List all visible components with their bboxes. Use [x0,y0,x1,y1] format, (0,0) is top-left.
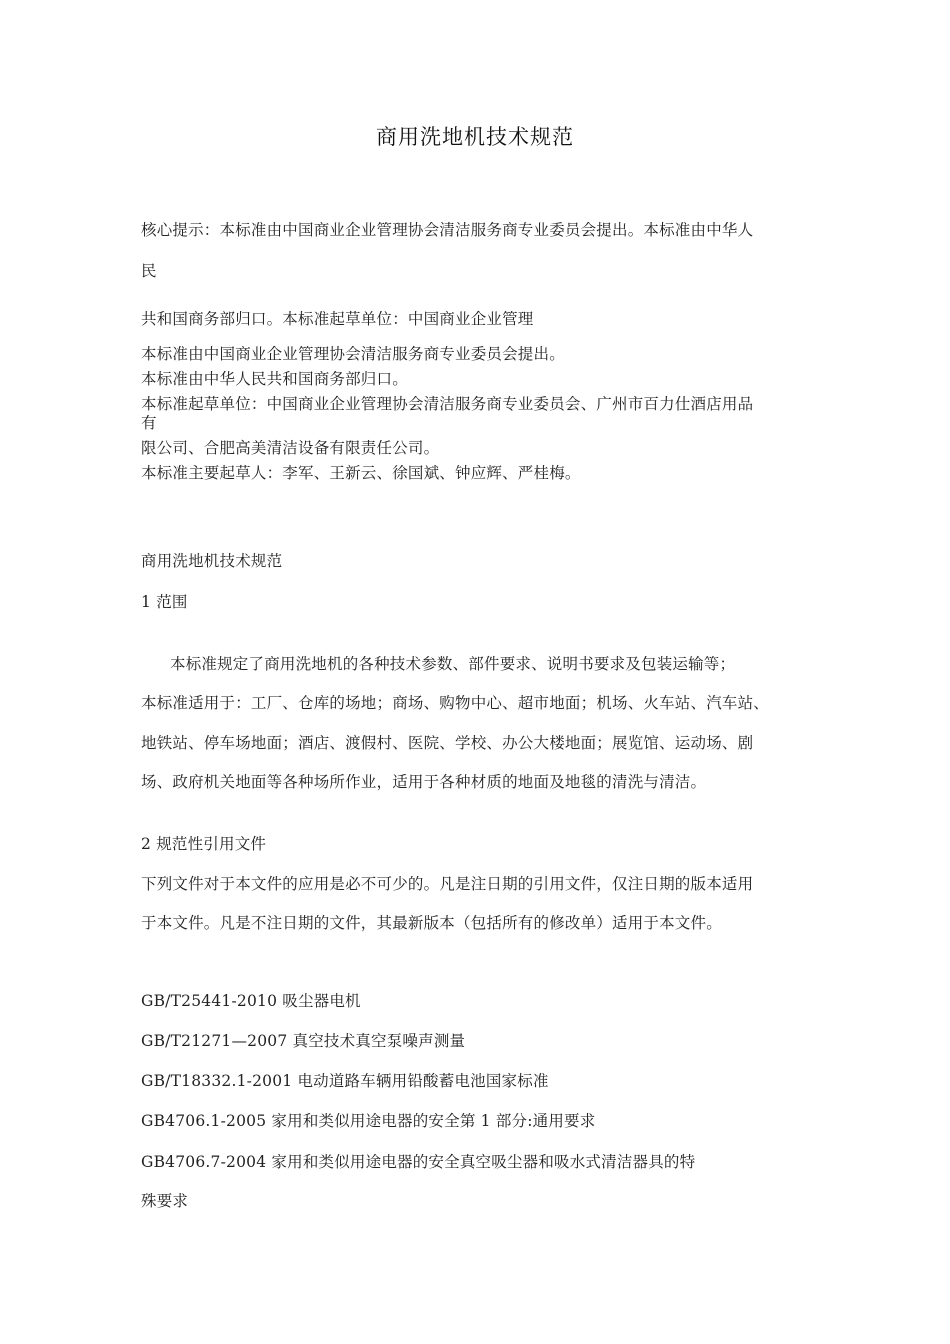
summary-line: 共和国商务部归口。本标准起草单位：中国商业企业管理 [141,310,534,328]
reference-item: GB4706.7-2004 家用和类似用途电器的安全真空吸尘器和吸水式清洁器具的特 [141,1153,696,1171]
section-paragraph-line: 场、政府机关地面等各种场所作业，适用于各种材质的地面及地毯的清洗与清洁。 [141,773,707,791]
section-heading: 1 范围 [141,593,188,611]
preface-line: 本标准由中华人民共和国商务部归口。 [141,370,408,388]
preface-line: 本标准由中国商业企业管理协会清洁服务商专业委员会提出。 [141,345,565,363]
section-paragraph-line: 下列文件对于本文件的应用是必不可少的。凡是注日期的引用文件，仅注日期的版本适用 [141,875,754,893]
section-paragraph-line: 本标准规定了商用洗地机的各种技术参数、部件要求、说明书要求及包装运输等； [170,655,736,673]
section-paragraph-line: 本标准适用于：工厂、仓库的场地；商场、购物中心、超市地面；机场、火车站、汽车站、 [141,694,770,712]
section-heading: 2 规范性引用文件 [141,835,267,853]
reference-item: GB/T21271—2007 真空技术真空泵噪声测量 [141,1032,466,1050]
reference-item: GB4706.1-2005 家用和类似用途电器的安全第 1 部分:通用要求 [141,1112,596,1130]
preface-line: 限公司、合肥高美清洁设备有限责任公司。 [141,439,440,457]
summary-line: 核心提示：本标准由中国商业企业管理协会清洁服务商专业委员会提出。本标准由中华人 [141,221,754,239]
preface-line: 有 [141,414,157,432]
document-title: 商用洗地机技术规范 [376,125,574,149]
body-title: 商用洗地机技术规范 [141,552,283,570]
preface-line: 本标准主要起草人：李军、王新云、徐国斌、钟应辉、严桂梅。 [141,464,581,482]
reference-item: 殊要求 [141,1192,189,1210]
summary-line: 民 [141,262,157,280]
reference-item: GB/T25441-2010 吸尘器电机 [141,992,361,1010]
preface-line: 本标准起草单位：中国商业企业管理协会清洁服务商专业委员会、广州市百力仕酒店用品 [141,395,754,413]
section-paragraph-line: 于本文件。凡是不注日期的文件，其最新版本（包括所有的修改单）适用于本文件。 [141,914,722,932]
section-paragraph-line: 地铁站、停车场地面；酒店、渡假村、医院、学校、办公大楼地面；展览馆、运动场、剧 [141,734,754,752]
reference-item: GB/T18332.1-2001 电动道路车辆用铅酸蓄电池国家标准 [141,1072,549,1090]
